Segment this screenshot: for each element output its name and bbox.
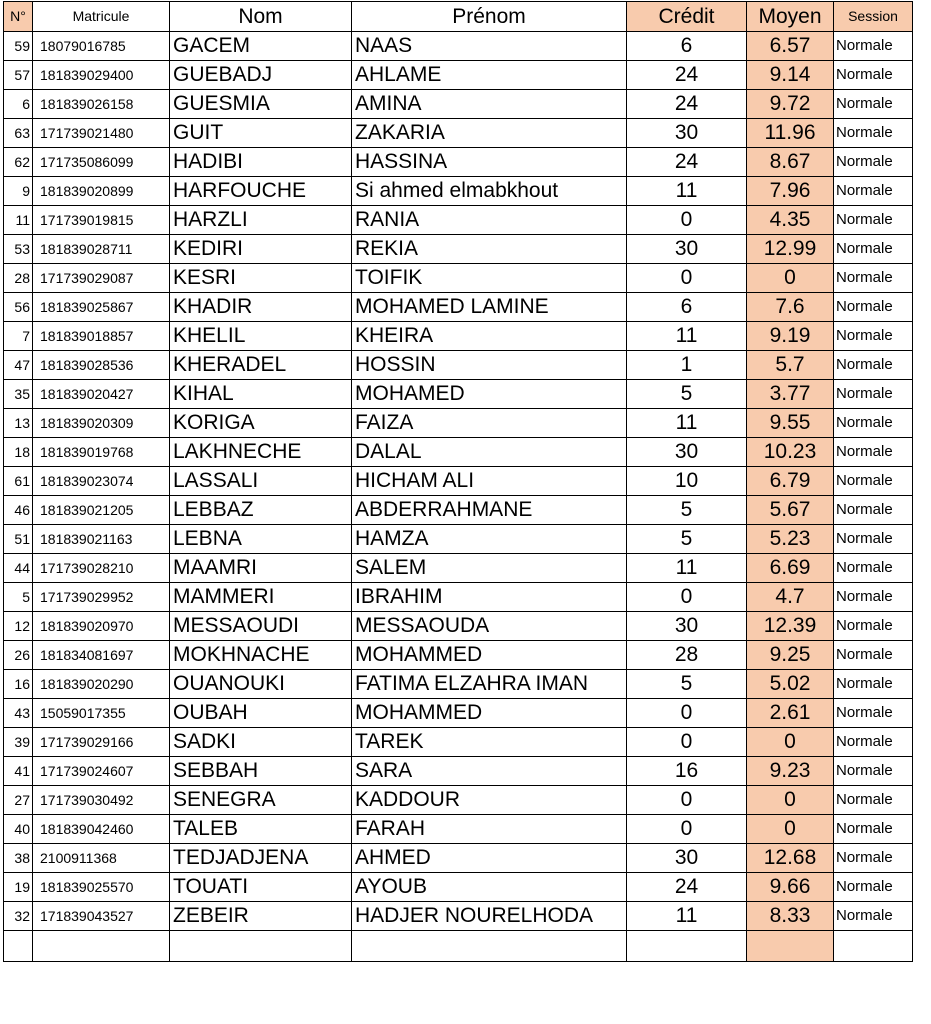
cell-matricule: 171739029166 <box>33 728 170 757</box>
cell-num: 6 <box>4 90 33 119</box>
cell-moyen: 6.69 <box>747 554 834 583</box>
cell-credit: 11 <box>627 322 747 351</box>
cell-nom: KHELIL <box>170 322 352 351</box>
cell-credit: 6 <box>627 32 747 61</box>
header-credit: Crédit <box>627 2 747 32</box>
header-session: Session <box>834 2 913 32</box>
cell-matricule: 171739030492 <box>33 786 170 815</box>
cell-num: 16 <box>4 670 33 699</box>
table-row <box>4 351 913 380</box>
cell-nom: GACEM <box>170 32 352 61</box>
cell-session: Normale <box>834 206 913 235</box>
cell-num: 11 <box>4 206 33 235</box>
cell-matricule: 181839020290 <box>33 670 170 699</box>
cell-nom: ZEBEIR <box>170 902 352 931</box>
cell-nom: KORIGA <box>170 409 352 438</box>
cell-matricule: 181839028536 <box>33 351 170 380</box>
empty-cell <box>747 931 834 962</box>
table-row <box>4 844 913 873</box>
cell-prenom: MESSAOUDA <box>352 612 627 641</box>
table-row <box>4 815 913 844</box>
cell-prenom: HADJER NOURELHODA <box>352 902 627 931</box>
cell-prenom: HASSINA <box>352 148 627 177</box>
cell-credit: 30 <box>627 844 747 873</box>
cell-num: 35 <box>4 380 33 409</box>
empty-cell <box>627 931 747 962</box>
empty-cell <box>170 931 352 962</box>
cell-credit: 30 <box>627 438 747 467</box>
table-row <box>4 554 913 583</box>
table-row <box>4 467 913 496</box>
cell-num: 57 <box>4 61 33 90</box>
cell-matricule: 181839018857 <box>33 322 170 351</box>
table-row <box>4 583 913 612</box>
table-row <box>4 641 913 670</box>
cell-matricule: 181839019768 <box>33 438 170 467</box>
cell-credit: 30 <box>627 235 747 264</box>
cell-prenom: ZAKARIA <box>352 119 627 148</box>
cell-prenom: FARAH <box>352 815 627 844</box>
table-row <box>4 380 913 409</box>
table-row <box>4 293 913 322</box>
cell-credit: 0 <box>627 786 747 815</box>
cell-session: Normale <box>834 844 913 873</box>
cell-matricule: 171739028210 <box>33 554 170 583</box>
cell-prenom: MOHAMMED <box>352 641 627 670</box>
cell-session: Normale <box>834 235 913 264</box>
cell-prenom: MOHAMED LAMINE <box>352 293 627 322</box>
cell-moyen: 9.23 <box>747 757 834 786</box>
cell-session: Normale <box>834 380 913 409</box>
cell-prenom: TAREK <box>352 728 627 757</box>
cell-session: Normale <box>834 902 913 931</box>
header-moyen: Moyen <box>747 2 834 32</box>
cell-moyen: 6.79 <box>747 467 834 496</box>
cell-prenom: SALEM <box>352 554 627 583</box>
cell-nom: KHADIR <box>170 293 352 322</box>
empty-cell <box>352 931 627 962</box>
cell-session: Normale <box>834 322 913 351</box>
table-row <box>4 264 913 293</box>
cell-prenom: SARA <box>352 757 627 786</box>
cell-credit: 5 <box>627 496 747 525</box>
cell-num: 9 <box>4 177 33 206</box>
cell-session: Normale <box>834 351 913 380</box>
cell-credit: 16 <box>627 757 747 786</box>
cell-matricule: 181839021205 <box>33 496 170 525</box>
cell-credit: 11 <box>627 177 747 206</box>
table-row <box>4 409 913 438</box>
cell-matricule: 181839020309 <box>33 409 170 438</box>
cell-moyen: 3.77 <box>747 380 834 409</box>
cell-matricule: 171739029952 <box>33 583 170 612</box>
table-row <box>4 873 913 902</box>
empty-row <box>4 931 913 962</box>
table-row <box>4 206 913 235</box>
cell-session: Normale <box>834 409 913 438</box>
cell-moyen: 6.57 <box>747 32 834 61</box>
cell-nom: OUANOUKI <box>170 670 352 699</box>
cell-nom: KHERADEL <box>170 351 352 380</box>
cell-session: Normale <box>834 148 913 177</box>
cell-matricule: 171735086099 <box>33 148 170 177</box>
cell-num: 32 <box>4 902 33 931</box>
cell-credit: 24 <box>627 148 747 177</box>
cell-session: Normale <box>834 641 913 670</box>
cell-prenom: KHEIRA <box>352 322 627 351</box>
cell-num: 51 <box>4 525 33 554</box>
header-row <box>4 2 913 32</box>
cell-moyen: 9.14 <box>747 61 834 90</box>
cell-matricule: 181839020899 <box>33 177 170 206</box>
cell-session: Normale <box>834 670 913 699</box>
cell-nom: SENEGRA <box>170 786 352 815</box>
cell-nom: LAKHNECHE <box>170 438 352 467</box>
cell-session: Normale <box>834 32 913 61</box>
cell-session: Normale <box>834 728 913 757</box>
cell-prenom: IBRAHIM <box>352 583 627 612</box>
cell-matricule: 181839020970 <box>33 612 170 641</box>
cell-prenom: RANIA <box>352 206 627 235</box>
cell-nom: KIHAL <box>170 380 352 409</box>
cell-moyen: 0 <box>747 815 834 844</box>
cell-prenom: FAIZA <box>352 409 627 438</box>
cell-session: Normale <box>834 177 913 206</box>
cell-moyen: 8.67 <box>747 148 834 177</box>
cell-nom: MOKHNACHE <box>170 641 352 670</box>
table-row <box>4 148 913 177</box>
cell-nom: TEDJADJENA <box>170 844 352 873</box>
cell-num: 40 <box>4 815 33 844</box>
cell-moyen: 9.55 <box>747 409 834 438</box>
cell-moyen: 10.23 <box>747 438 834 467</box>
empty-cell <box>834 931 913 962</box>
table-row <box>4 438 913 467</box>
cell-num: 26 <box>4 641 33 670</box>
cell-moyen: 12.68 <box>747 844 834 873</box>
cell-num: 12 <box>4 612 33 641</box>
cell-moyen: 7.6 <box>747 293 834 322</box>
cell-matricule: 181839021163 <box>33 525 170 554</box>
cell-num: 59 <box>4 32 33 61</box>
cell-num: 27 <box>4 786 33 815</box>
cell-nom: MAMMERI <box>170 583 352 612</box>
cell-prenom: Si ahmed elmabkhout <box>352 177 627 206</box>
cell-session: Normale <box>834 90 913 119</box>
cell-matricule: 18079016785 <box>33 32 170 61</box>
cell-credit: 30 <box>627 119 747 148</box>
table-row <box>4 786 913 815</box>
cell-nom: TOUATI <box>170 873 352 902</box>
cell-prenom: NAAS <box>352 32 627 61</box>
table-row <box>4 525 913 554</box>
cell-num: 46 <box>4 496 33 525</box>
empty-cell <box>33 931 170 962</box>
cell-prenom: AHMED <box>352 844 627 873</box>
cell-moyen: 0 <box>747 728 834 757</box>
table-row <box>4 757 913 786</box>
cell-session: Normale <box>834 119 913 148</box>
cell-credit: 5 <box>627 380 747 409</box>
cell-credit: 24 <box>627 90 747 119</box>
cell-matricule: 181839020427 <box>33 380 170 409</box>
cell-credit: 24 <box>627 873 747 902</box>
table-row <box>4 90 913 119</box>
header-prenom: Prénom <box>352 2 627 32</box>
cell-session: Normale <box>834 264 913 293</box>
cell-num: 13 <box>4 409 33 438</box>
cell-prenom: KADDOUR <box>352 786 627 815</box>
cell-prenom: HOSSIN <box>352 351 627 380</box>
cell-matricule: 171739019815 <box>33 206 170 235</box>
cell-session: Normale <box>834 612 913 641</box>
cell-prenom: MOHAMED <box>352 380 627 409</box>
cell-matricule: 2100911368 <box>33 844 170 873</box>
cell-nom: OUBAH <box>170 699 352 728</box>
cell-nom: LEBNA <box>170 525 352 554</box>
cell-credit: 11 <box>627 902 747 931</box>
cell-nom: SEBBAH <box>170 757 352 786</box>
cell-prenom: FATIMA ELZAHRA IMAN <box>352 670 627 699</box>
cell-credit: 0 <box>627 699 747 728</box>
cell-prenom: DALAL <box>352 438 627 467</box>
cell-prenom: HAMZA <box>352 525 627 554</box>
cell-num: 43 <box>4 699 33 728</box>
table-row <box>4 728 913 757</box>
cell-matricule: 171739021480 <box>33 119 170 148</box>
cell-matricule: 171839043527 <box>33 902 170 931</box>
table-row <box>4 119 913 148</box>
cell-credit: 6 <box>627 293 747 322</box>
cell-num: 38 <box>4 844 33 873</box>
cell-moyen: 2.61 <box>747 699 834 728</box>
cell-moyen: 4.7 <box>747 583 834 612</box>
table-row <box>4 235 913 264</box>
cell-nom: MESSAOUDI <box>170 612 352 641</box>
cell-nom: LASSALI <box>170 467 352 496</box>
cell-moyen: 8.33 <box>747 902 834 931</box>
cell-session: Normale <box>834 815 913 844</box>
cell-matricule: 171739029087 <box>33 264 170 293</box>
grades-table <box>3 1 913 962</box>
cell-matricule: 181839026158 <box>33 90 170 119</box>
cell-num: 39 <box>4 728 33 757</box>
cell-matricule: 181839042460 <box>33 815 170 844</box>
cell-matricule: 181839025867 <box>33 293 170 322</box>
cell-session: Normale <box>834 496 913 525</box>
cell-nom: HADIBI <box>170 148 352 177</box>
cell-credit: 0 <box>627 815 747 844</box>
table-row <box>4 177 913 206</box>
cell-moyen: 0 <box>747 786 834 815</box>
cell-session: Normale <box>834 757 913 786</box>
cell-moyen: 9.72 <box>747 90 834 119</box>
cell-matricule: 15059017355 <box>33 699 170 728</box>
table-row <box>4 61 913 90</box>
cell-matricule: 181839025570 <box>33 873 170 902</box>
cell-session: Normale <box>834 873 913 902</box>
header-nom: Nom <box>170 2 352 32</box>
cell-num: 47 <box>4 351 33 380</box>
cell-matricule: 181834081697 <box>33 641 170 670</box>
table-row <box>4 902 913 931</box>
cell-prenom: AHLAME <box>352 61 627 90</box>
cell-credit: 5 <box>627 670 747 699</box>
cell-session: Normale <box>834 293 913 322</box>
cell-credit: 30 <box>627 612 747 641</box>
cell-credit: 5 <box>627 525 747 554</box>
cell-nom: KEDIRI <box>170 235 352 264</box>
header-num: N° <box>4 2 33 32</box>
header-matricule: Matricule <box>33 2 170 32</box>
cell-num: 18 <box>4 438 33 467</box>
cell-moyen: 5.7 <box>747 351 834 380</box>
cell-nom: HARZLI <box>170 206 352 235</box>
cell-num: 28 <box>4 264 33 293</box>
cell-moyen: 9.66 <box>747 873 834 902</box>
cell-credit: 0 <box>627 583 747 612</box>
cell-nom: GUIT <box>170 119 352 148</box>
cell-session: Normale <box>834 786 913 815</box>
cell-nom: KESRI <box>170 264 352 293</box>
cell-num: 62 <box>4 148 33 177</box>
cell-num: 5 <box>4 583 33 612</box>
cell-session: Normale <box>834 554 913 583</box>
cell-nom: SADKI <box>170 728 352 757</box>
table-row <box>4 699 913 728</box>
cell-moyen: 9.25 <box>747 641 834 670</box>
cell-moyen: 12.99 <box>747 235 834 264</box>
cell-num: 7 <box>4 322 33 351</box>
empty-cell <box>4 931 33 962</box>
cell-moyen: 5.67 <box>747 496 834 525</box>
cell-num: 56 <box>4 293 33 322</box>
cell-prenom: AYOUB <box>352 873 627 902</box>
cell-moyen: 9.19 <box>747 322 834 351</box>
table-row <box>4 612 913 641</box>
cell-credit: 1 <box>627 351 747 380</box>
cell-credit: 0 <box>627 728 747 757</box>
table-row <box>4 32 913 61</box>
cell-prenom: REKIA <box>352 235 627 264</box>
cell-credit: 11 <box>627 554 747 583</box>
cell-moyen: 5.23 <box>747 525 834 554</box>
table-row <box>4 670 913 699</box>
cell-matricule: 171739024607 <box>33 757 170 786</box>
table-row <box>4 496 913 525</box>
cell-num: 63 <box>4 119 33 148</box>
cell-moyen: 4.35 <box>747 206 834 235</box>
cell-nom: GUEBADJ <box>170 61 352 90</box>
cell-prenom: TOIFIK <box>352 264 627 293</box>
cell-prenom: HICHAM ALI <box>352 467 627 496</box>
cell-moyen: 12.39 <box>747 612 834 641</box>
cell-moyen: 0 <box>747 264 834 293</box>
cell-credit: 10 <box>627 467 747 496</box>
cell-prenom: ABDERRAHMANE <box>352 496 627 525</box>
cell-matricule: 181839029400 <box>33 61 170 90</box>
cell-credit: 0 <box>627 264 747 293</box>
cell-num: 61 <box>4 467 33 496</box>
cell-prenom: AMINA <box>352 90 627 119</box>
cell-credit: 24 <box>627 61 747 90</box>
cell-session: Normale <box>834 438 913 467</box>
cell-nom: GUESMIA <box>170 90 352 119</box>
cell-num: 19 <box>4 873 33 902</box>
cell-session: Normale <box>834 583 913 612</box>
cell-nom: MAAMRI <box>170 554 352 583</box>
cell-nom: HARFOUCHE <box>170 177 352 206</box>
cell-matricule: 181839028711 <box>33 235 170 264</box>
cell-moyen: 7.96 <box>747 177 834 206</box>
cell-num: 53 <box>4 235 33 264</box>
table-row <box>4 322 913 351</box>
cell-session: Normale <box>834 61 913 90</box>
cell-credit: 28 <box>627 641 747 670</box>
cell-prenom: MOHAMMED <box>352 699 627 728</box>
cell-nom: LEBBAZ <box>170 496 352 525</box>
cell-moyen: 5.02 <box>747 670 834 699</box>
cell-session: Normale <box>834 467 913 496</box>
cell-matricule: 181839023074 <box>33 467 170 496</box>
cell-credit: 11 <box>627 409 747 438</box>
cell-session: Normale <box>834 699 913 728</box>
cell-num: 41 <box>4 757 33 786</box>
cell-credit: 0 <box>627 206 747 235</box>
table-body <box>4 32 913 962</box>
cell-num: 44 <box>4 554 33 583</box>
cell-nom: TALEB <box>170 815 352 844</box>
cell-session: Normale <box>834 525 913 554</box>
cell-moyen: 11.96 <box>747 119 834 148</box>
